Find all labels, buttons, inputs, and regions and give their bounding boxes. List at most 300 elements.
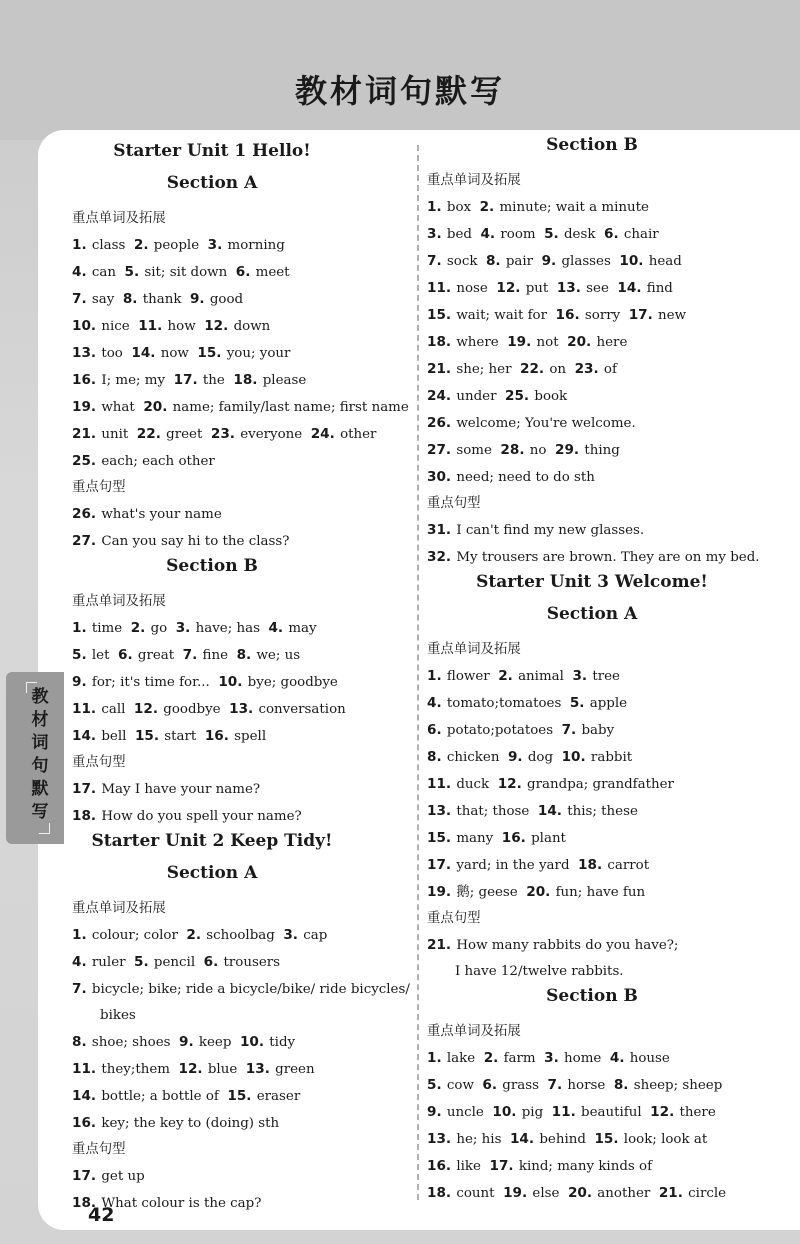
item-number: 2. xyxy=(483,1050,499,1066)
item-number: 1. xyxy=(427,668,442,684)
item-number: 5. xyxy=(569,695,585,711)
item-number: 14. xyxy=(617,280,642,296)
answer-line xyxy=(72,700,346,719)
section-heading: Section B xyxy=(166,556,258,576)
item-answer: behind xyxy=(535,1132,586,1147)
item-number: 9. xyxy=(507,749,523,765)
item-answer: new xyxy=(653,308,687,323)
item-number: 17. xyxy=(628,307,653,323)
answer-line xyxy=(427,225,659,244)
item-answer: she; her xyxy=(452,362,512,377)
item-number: 10. xyxy=(619,253,644,269)
answer-line xyxy=(427,1184,726,1203)
section-heading: Section A xyxy=(166,863,258,883)
unit-heading: Starter Unit 3 Welcome! xyxy=(476,572,708,592)
item-answer: circle xyxy=(683,1186,727,1201)
item-answer: look; look at xyxy=(619,1132,708,1147)
item-number: 19. xyxy=(507,334,532,350)
item-answer: start xyxy=(160,729,197,744)
category-label: 重点单词及拓展 xyxy=(427,1024,521,1039)
answer-line xyxy=(72,452,215,471)
answer-line xyxy=(427,883,645,902)
item-answer: glasses xyxy=(557,254,611,269)
item-number: 16. xyxy=(427,1158,452,1174)
item-answer: kind; many kinds of xyxy=(514,1159,653,1174)
answer-line xyxy=(72,980,410,999)
answer-line xyxy=(427,1049,670,1068)
item-number: 9. xyxy=(72,674,87,690)
item-number: 2. xyxy=(130,620,146,636)
item-number: 2. xyxy=(133,237,149,253)
item-number: 15. xyxy=(427,307,452,323)
answer-line xyxy=(72,1033,295,1052)
unit-heading: Starter Unit 1 Hello! xyxy=(113,141,311,161)
item-number: 30. xyxy=(427,469,452,485)
item-number: 18. xyxy=(72,808,97,824)
item-answer: find xyxy=(642,281,673,296)
item-number: 4. xyxy=(427,695,442,711)
item-answer: bye; goodbye xyxy=(243,675,338,690)
item-number: 6. xyxy=(203,954,219,970)
item-answer: book xyxy=(530,389,568,404)
answer-continuation: bikes xyxy=(100,1008,136,1023)
item-answer: box xyxy=(442,200,472,215)
item-answer: unit xyxy=(97,427,129,442)
category-label: 重点句型 xyxy=(72,480,126,495)
item-number: 1. xyxy=(72,927,87,943)
item-number: 15. xyxy=(197,345,222,361)
item-number: 16. xyxy=(72,1115,97,1131)
item-number: 27. xyxy=(427,442,452,458)
answer-line xyxy=(427,198,649,217)
item-number: 13. xyxy=(229,701,254,717)
item-answer: colour; color xyxy=(87,928,178,943)
item-answer: tidy xyxy=(265,1035,296,1050)
item-answer: he; his xyxy=(452,1132,502,1147)
answer-line xyxy=(427,360,617,379)
answer-line xyxy=(427,1130,707,1149)
item-answer: greet xyxy=(161,427,203,442)
item-answer: conversation xyxy=(254,702,346,717)
item-answer: welcome; You're welcome. xyxy=(452,416,636,431)
item-answer: name; family/last name; first name xyxy=(168,400,409,415)
item-number: 13. xyxy=(72,345,97,361)
item-number: 6. xyxy=(427,722,442,738)
item-number: 8. xyxy=(236,647,252,663)
item-number: 8. xyxy=(427,749,442,765)
side-tab-label: 教材词句默写 xyxy=(31,687,49,822)
item-answer: bicycle; bike; ride a bicycle/bike/ ride bicycles/ xyxy=(87,982,410,997)
answer-line xyxy=(72,1114,279,1133)
answer-line xyxy=(72,371,306,390)
item-number: 3. xyxy=(427,226,442,242)
item-number: 12. xyxy=(133,701,159,717)
item-number: 6. xyxy=(118,647,133,663)
answer-line xyxy=(427,802,638,821)
item-number: 27. xyxy=(72,533,97,549)
item-answer: tomato;tomatoes xyxy=(442,696,562,711)
item-answer: duck xyxy=(452,777,490,792)
item-number: 19. xyxy=(427,884,452,900)
item-number: 24. xyxy=(427,388,452,404)
item-number: 22. xyxy=(520,361,545,377)
answer-line xyxy=(72,1087,300,1106)
item-answer: blue xyxy=(203,1062,238,1077)
item-answer: house xyxy=(625,1051,670,1066)
item-number: 21. xyxy=(427,361,452,377)
item-answer: what xyxy=(97,400,135,415)
item-answer: meet xyxy=(251,265,290,280)
item-number: 5. xyxy=(72,647,87,663)
item-number: 26. xyxy=(427,415,452,431)
item-number: 7. xyxy=(72,981,87,997)
item-answer: no xyxy=(525,443,547,458)
item-number: 14. xyxy=(131,345,156,361)
item-number: 1. xyxy=(427,1050,442,1066)
item-answer: under xyxy=(452,389,497,404)
item-answer: there xyxy=(675,1105,716,1120)
item-answer: what's your name xyxy=(97,507,222,522)
item-answer: bed xyxy=(442,227,472,242)
side-tab xyxy=(6,672,64,844)
item-answer: say xyxy=(87,292,115,307)
item-answer: see xyxy=(581,281,609,296)
item-answer: wait; wait for xyxy=(452,308,548,323)
item-answer: everyone xyxy=(235,427,303,442)
item-answer: where xyxy=(452,335,499,350)
item-number: 10. xyxy=(561,749,586,765)
item-number: 25. xyxy=(72,453,97,469)
item-answer: other xyxy=(335,427,377,442)
item-number: 18. xyxy=(233,372,258,388)
item-answer: chicken xyxy=(442,750,500,765)
item-answer: we; us xyxy=(252,648,301,663)
item-answer: uncle xyxy=(442,1105,484,1120)
item-number: 3. xyxy=(544,1050,559,1066)
item-answer: dog xyxy=(523,750,554,765)
item-number: 18. xyxy=(427,1185,452,1201)
item-number: 12. xyxy=(496,280,521,296)
item-number: 7. xyxy=(427,253,442,269)
item-answer: How many rabbits do you have?; xyxy=(452,938,679,953)
item-number: 26. xyxy=(72,506,97,522)
item-answer: may xyxy=(284,621,317,636)
item-answer: head xyxy=(644,254,682,269)
item-number: 4. xyxy=(268,620,284,636)
item-answer: people xyxy=(149,238,200,253)
item-answer: down xyxy=(229,319,271,334)
answer-line xyxy=(427,1157,652,1176)
item-answer: spell xyxy=(229,729,267,744)
item-answer: here xyxy=(592,335,628,350)
page-title: 教材词句默写 xyxy=(294,72,505,110)
item-number: 4. xyxy=(72,264,87,280)
category-label: 重点句型 xyxy=(427,496,481,511)
item-answer: too xyxy=(97,346,123,361)
answer-line xyxy=(427,1103,716,1122)
answer-line xyxy=(72,317,270,336)
item-number: 1. xyxy=(72,620,87,636)
item-answer: bottle; a bottle of xyxy=(97,1089,219,1104)
item-number: 14. xyxy=(509,1131,535,1147)
item-number: 18. xyxy=(427,334,452,350)
item-number: 18. xyxy=(72,1195,97,1211)
item-number: 7. xyxy=(72,291,87,307)
item-answer: put xyxy=(521,281,549,296)
item-answer: ruler xyxy=(87,955,126,970)
answer-line xyxy=(427,829,566,848)
category-label: 重点句型 xyxy=(427,911,481,926)
category-label: 重点单词及拓展 xyxy=(427,173,521,188)
answer-line xyxy=(427,468,595,487)
item-number: 11. xyxy=(138,318,163,334)
item-answer: call xyxy=(97,702,126,717)
answer-line xyxy=(427,936,678,955)
item-answer: thing xyxy=(580,443,620,458)
item-answer: I; me; my xyxy=(97,373,166,388)
answer-line xyxy=(427,548,760,567)
item-number: 1. xyxy=(427,199,442,215)
item-answer: another xyxy=(593,1186,651,1201)
item-number: 4. xyxy=(480,226,496,242)
item-answer: you; your xyxy=(222,346,291,361)
category-label: 重点单词及拓展 xyxy=(72,901,166,916)
item-number: 17. xyxy=(72,781,97,797)
item-answer: apple xyxy=(585,696,628,711)
answer-line xyxy=(427,775,674,794)
item-answer: get up xyxy=(97,1169,145,1184)
item-number: 17. xyxy=(427,857,452,873)
section-heading: Section B xyxy=(546,986,638,1006)
item-answer: this; these xyxy=(562,804,638,819)
item-answer: thank xyxy=(138,292,182,307)
answer-line xyxy=(72,646,300,665)
item-answer: May I have your name? xyxy=(97,782,261,797)
item-number: 11. xyxy=(427,776,452,792)
answer-line xyxy=(72,807,302,826)
item-number: 28. xyxy=(500,442,525,458)
section-heading: Section B xyxy=(546,135,638,155)
item-number: 29. xyxy=(554,442,580,458)
item-number: 14. xyxy=(72,1088,97,1104)
item-answer: flower xyxy=(442,669,490,684)
item-answer: grandpa; grandfather xyxy=(522,777,674,792)
item-answer: schoolbag xyxy=(202,928,275,943)
item-answer: How do you spell your name? xyxy=(97,809,302,824)
item-answer: the xyxy=(198,373,225,388)
answer-line xyxy=(427,1076,722,1095)
item-answer: sheep; sheep xyxy=(629,1078,723,1093)
item-number: 31. xyxy=(427,522,452,538)
item-answer: bell xyxy=(97,729,127,744)
item-number: 22. xyxy=(136,426,161,442)
item-number: 1. xyxy=(72,237,87,253)
item-answer: let xyxy=(87,648,110,663)
item-answer: count xyxy=(452,1186,495,1201)
item-number: 7. xyxy=(561,722,577,738)
item-number: 16. xyxy=(501,830,526,846)
item-answer: fine xyxy=(198,648,229,663)
item-answer: not xyxy=(532,335,559,350)
item-number: 12. xyxy=(178,1061,203,1077)
answer-line xyxy=(72,425,376,444)
item-number: 14. xyxy=(537,803,562,819)
item-answer: animal xyxy=(513,669,564,684)
item-answer: fun; have fun xyxy=(551,885,646,900)
item-answer: carrot xyxy=(603,858,650,873)
item-number: 10. xyxy=(72,318,97,334)
item-answer: green xyxy=(270,1062,315,1077)
item-answer: nice xyxy=(97,319,130,334)
item-answer: sit; sit down xyxy=(140,265,228,280)
item-number: 12. xyxy=(204,318,229,334)
answer-line xyxy=(72,532,289,551)
answer-line xyxy=(427,279,673,298)
item-number: 8. xyxy=(122,291,138,307)
item-answer: room xyxy=(496,227,536,242)
answer-line xyxy=(72,263,290,282)
category-label: 重点句型 xyxy=(72,755,126,770)
item-number: 11. xyxy=(427,280,452,296)
item-answer: horse xyxy=(563,1078,606,1093)
item-number: 7. xyxy=(547,1077,563,1093)
item-number: 9. xyxy=(541,253,557,269)
column-divider xyxy=(417,145,419,1200)
item-number: 20. xyxy=(567,1185,593,1201)
page-number: 42 xyxy=(88,1204,115,1226)
category-label: 重点单词及拓展 xyxy=(72,211,166,226)
item-number: 8. xyxy=(72,1034,87,1050)
item-answer: please xyxy=(258,373,307,388)
item-number: 9. xyxy=(189,291,205,307)
category-label: 重点单词及拓展 xyxy=(427,642,521,657)
item-answer: time xyxy=(87,621,123,636)
item-number: 19. xyxy=(503,1185,528,1201)
answer-line xyxy=(427,387,567,406)
answer-line xyxy=(72,398,409,417)
item-answer: of xyxy=(599,362,617,377)
item-answer: cow xyxy=(442,1078,474,1093)
item-number: 15. xyxy=(134,728,160,744)
item-number: 6. xyxy=(482,1077,498,1093)
item-answer: that; those xyxy=(452,804,530,819)
item-number: 3. xyxy=(207,237,223,253)
item-number: 21. xyxy=(658,1185,683,1201)
item-answer: go xyxy=(146,621,168,636)
item-answer: goodbye xyxy=(159,702,221,717)
item-answer: beautiful xyxy=(576,1105,642,1120)
bracket-bottom-icon xyxy=(39,823,50,834)
item-number: 5. xyxy=(427,1077,442,1093)
item-answer: for; it's time for... xyxy=(87,675,210,690)
item-answer: else xyxy=(528,1186,560,1201)
item-number: 25. xyxy=(505,388,530,404)
item-number: 2. xyxy=(479,199,495,215)
item-number: 4. xyxy=(72,954,87,970)
item-answer: rabbit xyxy=(586,750,633,765)
item-number: 10. xyxy=(239,1034,265,1050)
item-answer: What colour is the cap? xyxy=(97,1196,262,1211)
section-heading: Section A xyxy=(166,173,258,193)
item-number: 3. xyxy=(283,927,298,943)
answer-line xyxy=(427,856,649,875)
item-answer: good xyxy=(205,292,244,307)
answer-line xyxy=(427,721,614,740)
item-answer: each; each other xyxy=(97,454,215,469)
item-number: 15. xyxy=(594,1131,619,1147)
item-number: 10. xyxy=(218,674,243,690)
item-answer: have; has xyxy=(191,621,260,636)
item-answer: 鹅; geese xyxy=(452,885,518,900)
item-answer: tree xyxy=(588,669,620,684)
item-answer: some xyxy=(452,443,492,458)
item-number: 32. xyxy=(427,549,452,565)
answer-line xyxy=(427,252,682,271)
answer-line xyxy=(427,667,620,686)
item-answer: farm xyxy=(499,1051,536,1066)
item-number: 9. xyxy=(427,1104,442,1120)
item-number: 11. xyxy=(72,1061,97,1077)
item-answer: many xyxy=(452,831,494,846)
item-number: 15. xyxy=(427,830,452,846)
item-number: 3. xyxy=(175,620,191,636)
answer-line xyxy=(72,505,222,524)
answer-line xyxy=(72,727,266,746)
item-answer: desk xyxy=(559,227,596,242)
item-number: 10. xyxy=(492,1104,517,1120)
section-heading: Section A xyxy=(546,604,638,624)
item-number: 8. xyxy=(485,253,501,269)
unit-heading: Starter Unit 2 Keep Tidy! xyxy=(91,831,333,851)
item-number: 19. xyxy=(72,399,97,415)
answer-line xyxy=(427,441,620,460)
item-number: 4. xyxy=(609,1050,625,1066)
answer-continuation: I have 12/twelve rabbits. xyxy=(455,964,624,979)
item-number: 17. xyxy=(489,1158,514,1174)
item-number: 21. xyxy=(427,937,452,953)
item-number: 6. xyxy=(603,226,619,242)
item-number: 24. xyxy=(310,426,335,442)
answer-line xyxy=(72,290,243,309)
item-number: 8. xyxy=(613,1077,629,1093)
item-number: 7. xyxy=(182,647,198,663)
item-number: 2. xyxy=(186,927,202,943)
answer-line xyxy=(427,748,632,767)
answer-line xyxy=(427,694,627,713)
item-answer: they;them xyxy=(97,1062,170,1077)
category-label: 重点单词及拓展 xyxy=(72,594,166,609)
item-answer: yard; in the yard xyxy=(452,858,570,873)
answer-line xyxy=(427,306,686,325)
answer-line xyxy=(72,1060,315,1079)
answer-line xyxy=(72,953,280,972)
item-number: 13. xyxy=(427,803,452,819)
item-number: 16. xyxy=(204,728,229,744)
item-answer: on xyxy=(545,362,567,377)
item-answer: minute; wait a minute xyxy=(495,200,649,215)
item-number: 11. xyxy=(72,701,97,717)
item-answer: baby xyxy=(577,723,615,738)
item-number: 16. xyxy=(555,307,580,323)
item-answer: now xyxy=(156,346,189,361)
item-answer: pencil xyxy=(149,955,196,970)
item-answer: need; need to do sth xyxy=(452,470,595,485)
item-number: 20. xyxy=(143,399,168,415)
item-answer: home xyxy=(559,1051,602,1066)
item-number: 16. xyxy=(72,372,97,388)
item-answer: key; the key to (doing) sth xyxy=(97,1116,280,1131)
item-number: 3. xyxy=(572,668,588,684)
